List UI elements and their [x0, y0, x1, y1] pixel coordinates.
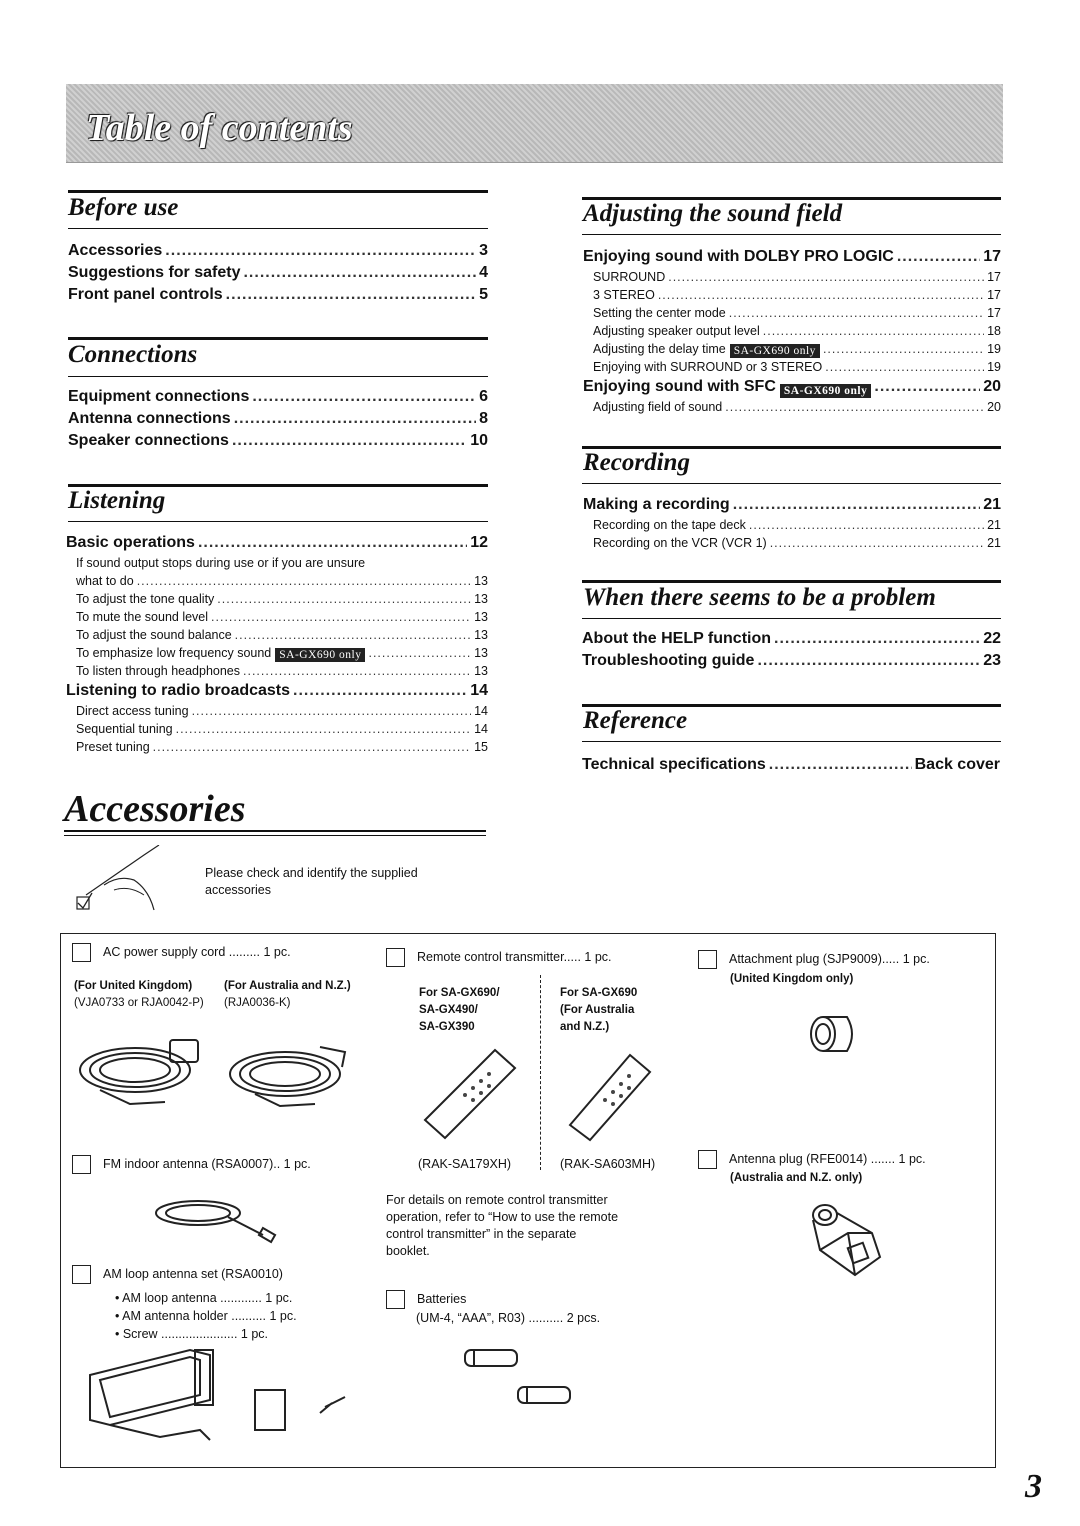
note-line: For details on remote control transmitter — [386, 1193, 608, 1207]
toc-subentries — [583, 268, 1001, 376]
toc-subentry[interactable]: what to do ..... 13 — [76, 572, 488, 590]
am-antenna-item — [72, 1265, 283, 1284]
toc-subentries — [583, 398, 1001, 416]
toc-entry[interactable]: Troubleshooting guide ..... 23 — [582, 650, 1001, 672]
toc-entry[interactable]: Enjoying sound with DOLBY PRO LOGIC ..... 17 — [583, 246, 1001, 268]
rule — [582, 618, 1001, 619]
note-line: booklet. — [386, 1244, 430, 1258]
toc-subentry[interactable]: To adjust the sound balance ..... 13 — [76, 626, 488, 644]
am-antenna-drawing — [80, 1345, 360, 1455]
batteries-item — [386, 1290, 466, 1309]
toc-subentry[interactable]: Direct access tuning ..... 14 — [76, 702, 488, 720]
antenna-plug-note: (Australia and N.Z. only) — [730, 1172, 863, 1184]
antenna-plug-drawing — [800, 1195, 890, 1285]
checkbox[interactable] — [386, 1290, 405, 1309]
pen-check-icon — [74, 845, 184, 920]
heading-line: For SA-GX690 — [560, 987, 638, 999]
batteries-detail: (UM-4, “AAA”, R03) .......... 2 pcs. — [416, 1311, 601, 1325]
rule — [582, 741, 1001, 742]
rule — [68, 376, 488, 377]
fm-antenna-item — [72, 1155, 311, 1174]
toc-entry[interactable]: Suggestions for safety ..... 4 — [68, 262, 488, 284]
toc-entry[interactable]: Technical specifications ..... Back cover — [582, 754, 1000, 776]
checkbox[interactable] — [72, 1155, 91, 1174]
heading-line: and N.Z.) — [560, 1021, 610, 1033]
remote-item — [386, 948, 612, 967]
heading-line: SA-GX390 — [419, 1021, 475, 1033]
rule — [68, 337, 488, 340]
toc-subentry[interactable]: To mute the sound level ..... 13 — [76, 608, 488, 626]
heading-line: (For Australia — [560, 1004, 635, 1016]
toc-subentry[interactable]: Enjoying with SURROUND or 3 STEREO ..... 19 — [593, 358, 1001, 376]
rule — [64, 835, 486, 836]
toc-subentry[interactable]: Adjusting the delay time SA-GX690 only ..... 19 — [593, 340, 1001, 358]
heading-line: For SA-GX690/ — [419, 987, 500, 999]
ac-cord-item — [72, 943, 291, 962]
am-antenna-parts — [115, 1289, 297, 1343]
note-line: control transmitter” in the separate — [386, 1227, 577, 1241]
page-number: 3 — [1025, 1468, 1042, 1505]
toc-subentry[interactable]: Preset tuning ..... 15 — [76, 738, 488, 756]
ac-uk-heading: (For United Kingdom) — [74, 980, 193, 992]
am-antenna-label: AM loop antenna set (RSA0010) — [103, 1266, 283, 1281]
accessories-title: Accessories — [64, 788, 246, 830]
antenna-plug-label: Antenna plug (RFE0014) ....... 1 pc. — [729, 1151, 926, 1166]
toc-entry[interactable]: Basic operations ..... 12 — [66, 532, 488, 554]
checkbox[interactable] — [698, 1150, 717, 1169]
toc-subentry[interactable]: To adjust the tone quality ..... 13 — [76, 590, 488, 608]
accessories-intro — [205, 865, 418, 899]
batteries-drawing — [460, 1345, 580, 1410]
am-part: • Screw ...................... 1 pc. — [115, 1327, 269, 1341]
remote-left-heading — [419, 985, 500, 1036]
toc-entry[interactable]: Front panel controls ..... 5 — [68, 284, 488, 306]
checkbox[interactable] — [698, 950, 717, 969]
toc-entry[interactable]: Enjoying sound with SFC SA-GX690 only ..... 20 — [583, 376, 1001, 398]
section-title-recording: Recording — [583, 449, 690, 476]
toc-subentry[interactable]: Adjusting field of sound ..... 20 — [593, 398, 1001, 416]
toc-subentries — [66, 572, 488, 680]
rule — [582, 483, 1001, 484]
section-title-adjusting: Adjusting the sound field — [583, 200, 843, 227]
rule — [68, 228, 488, 229]
rule — [68, 521, 488, 522]
ac-cord-drawing — [70, 1022, 360, 1112]
toc-list-connections — [68, 386, 488, 452]
model-badge: SA-GX690 only — [275, 648, 365, 662]
fm-antenna-label: FM indoor antenna (RSA0007).. 1 pc. — [103, 1156, 311, 1171]
checkbox[interactable] — [386, 948, 405, 967]
am-part: • AM loop antenna ............ 1 pc. — [115, 1291, 293, 1305]
toc-subentry[interactable]: SURROUND ..... 17 — [593, 268, 1001, 286]
toc-subentry[interactable]: To emphasize low frequency sound SA-GX690 only ..... 13 — [76, 644, 488, 662]
rule — [64, 830, 486, 832]
attach-plug-label: Attachment plug (SJP9009)..... 1 pc. — [729, 951, 930, 966]
fm-antenna-drawing — [148, 1195, 288, 1250]
toc-entry[interactable]: Speaker connections ..... 10 — [68, 430, 488, 452]
toc-subentry[interactable]: 3 STEREO ..... 17 — [593, 286, 1001, 304]
remote-right-heading — [560, 985, 637, 1036]
remote-note — [386, 1192, 666, 1260]
toc-list-reference — [582, 754, 1000, 776]
section-title-problem: When there seems to be a problem — [583, 584, 936, 611]
toc-list-problem — [582, 628, 1001, 672]
attach-plug-item — [698, 950, 930, 969]
toc-list-adjusting — [583, 246, 1001, 416]
toc-entry[interactable]: Listening to radio broadcasts ..... 14 — [66, 680, 488, 702]
batteries-label: Batteries — [417, 1291, 467, 1306]
remote-label: Remote control transmitter..... 1 pc. — [417, 949, 612, 964]
toc-subentry[interactable]: Recording on the tape deck ..... 21 — [593, 516, 1001, 534]
checkbox[interactable] — [72, 1265, 91, 1284]
model-badge: SA-GX690 only — [780, 384, 872, 398]
attachment-plug-drawing — [805, 1010, 865, 1060]
toc-subentry[interactable]: Sequential tuning ..... 14 — [76, 720, 488, 738]
toc-entry[interactable]: Making a recording ..... 21 — [583, 494, 1001, 516]
toc-note: If sound output stops during use or if you are unsure — [76, 556, 366, 570]
toc-entry[interactable]: Antenna connections ..... 8 — [68, 408, 488, 430]
section-title-connections: Connections — [68, 341, 198, 368]
antenna-plug-item — [698, 1150, 926, 1169]
model-badge: SA-GX690 only — [730, 344, 820, 358]
remote-drawing — [415, 1040, 665, 1145]
toc-entry[interactable]: Accessories ..... 3 — [68, 240, 488, 262]
am-part: • AM antenna holder .......... 1 pc. — [115, 1309, 297, 1323]
intro-line: Please check and identify the supplied — [205, 866, 418, 880]
ac-cord-label: AC power supply cord ......... 1 pc. — [103, 944, 291, 959]
toc-list-before-use — [68, 240, 488, 306]
intro-line: accessories — [205, 883, 271, 897]
heading-line: SA-GX490/ — [419, 1004, 478, 1016]
toc-subentry[interactable]: Setting the center mode ..... 17 — [593, 304, 1001, 322]
rule — [68, 190, 488, 193]
remote-right-model: (RAK-SA603MH) — [560, 1157, 656, 1171]
toc-subentry[interactable]: Recording on the VCR (VCR 1) ..... 21 — [593, 534, 1001, 552]
toc-subentry[interactable]: To listen through headphones ..... 13 — [76, 662, 488, 680]
section-title-listening: Listening — [68, 487, 166, 514]
toc-list-recording — [583, 494, 1001, 552]
remote-left-model: (RAK-SA179XH) — [418, 1157, 512, 1171]
rule — [582, 580, 1001, 583]
toc-entry[interactable]: Equipment connections ..... 6 — [68, 386, 488, 408]
checkbox[interactable] — [72, 943, 91, 962]
rule — [582, 234, 1001, 235]
toc-subentries — [583, 516, 1001, 552]
toc-subentries — [66, 702, 488, 756]
section-title-reference: Reference — [583, 707, 688, 734]
toc-title: Table of contents — [86, 107, 353, 149]
toc-entry[interactable]: About the HELP function ..... 22 — [582, 628, 1001, 650]
note-line: operation, refer to “How to use the remote — [386, 1210, 619, 1224]
ac-au-parts: (RJA0036-K) — [224, 997, 291, 1009]
attach-plug-note: (United Kingdom only) — [730, 973, 854, 985]
ac-au-heading: (For Australia and N.Z.) — [224, 980, 351, 992]
ac-uk-parts: (VJA0733 or RJA0042-P) — [74, 997, 204, 1009]
section-title-before-use: Before use — [68, 194, 179, 221]
toc-list-listening — [66, 532, 488, 756]
toc-subentry[interactable]: Adjusting speaker output level ..... 18 — [593, 322, 1001, 340]
